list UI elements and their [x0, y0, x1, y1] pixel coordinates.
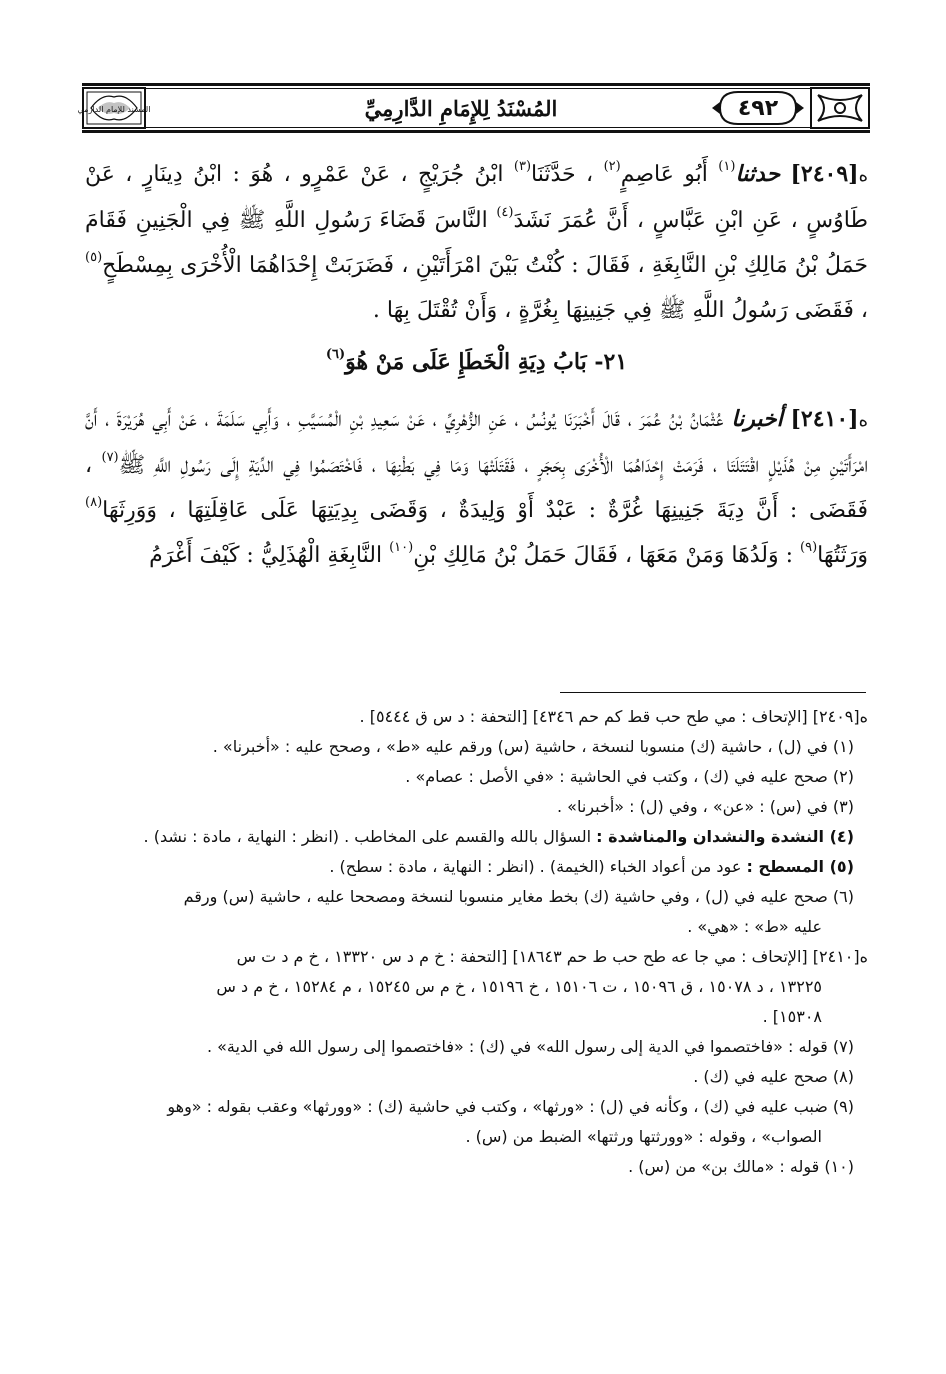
- footnote-2: (٢) صحح عليه في (ك) ، وكتب في الحاشية : «في الأصل : عصام» .: [405, 767, 854, 786]
- page-number: ٤٩٢: [737, 95, 779, 121]
- chapter-heading: [85, 345, 868, 379]
- hadith-2410: [85, 397, 868, 578]
- footnote-5-term: (٥) المسطح :: [746, 857, 854, 876]
- hadith-number-value: ٢٤٠٩: [800, 161, 849, 187]
- emblem-text: المسند للإمام الدارمي: [77, 105, 151, 114]
- footnote-4: [85, 822, 868, 852]
- footnote-9: (٩) ضبب عليه في (ك) ، وكأنه في (ل) : «ورثها» ، وكتب في حاشية (ك) : «وورثها» وعقب بقوله : «وهو: [167, 1097, 854, 1116]
- hadith-number: [٢٤٠٩]: [790, 161, 859, 187]
- footnote-9-cont: الصواب» ، وقوله : «وورثتها ورثتها» الضبط من (س) .: [465, 1127, 822, 1146]
- footnote-10: (١٠) قوله : «مالك بن» من (س) .: [628, 1157, 854, 1176]
- footnote-ref-7: (٧): [101, 450, 119, 465]
- transmission-verb: حدثنا: [735, 161, 781, 187]
- main-text: [85, 152, 868, 578]
- footnote-8: (٨) صحح عليه في (ك) .: [693, 1067, 854, 1086]
- reference-2410-end: ١٥٣٠٨] .: [762, 1007, 822, 1026]
- footnote-4-term: (٤) النشدة والنشدان والمناشدة :: [596, 827, 854, 846]
- footnote-ref-5: (٥): [85, 250, 103, 265]
- hadith-circle-marker: ه: [858, 165, 869, 186]
- reference-2410-cont: ١٣٢٢٥ ، د ١٥٠٧٨ ، ق ١٥٠٩٦ ، ت ١٥١٠٦ ، خ ١٥١٩٦ ، خ م س ١٥٢٤٥ ، م ١٥٢٨٤ ، خ م د س: [216, 977, 822, 996]
- hadith-text: ، حَدَّثَنَا: [531, 162, 594, 187]
- footnote-ref-4: (٤): [496, 205, 514, 220]
- header-rule-top: [82, 83, 870, 86]
- hadith-number-value: ٢٤١٠: [800, 406, 849, 432]
- footnote-3: (٣) في (س) : «عن» ، وفي (ل) : «أخبرنا» .: [557, 797, 854, 816]
- header-rule-bottom: [82, 130, 870, 133]
- chapter-title: بَابُ دِيَةِ الْخَطَإِ عَلَى مَنْ هُوَ: [345, 349, 587, 375]
- hadith-number: [٢٤١٠]: [790, 406, 859, 432]
- footnote-1: (١) في (ل) ، حاشية (ك) منسوبا لنسخة ، حاشية (س) ورقم عليه «ط» ، وصحح عليه : «أخبرنا» .: [212, 737, 854, 756]
- hadith-text: ، فَقَضَى : أَنَّ دِيَةَ جَنِينِهَا غُرَّةٌ : عَبْدٌ أَوْ وَلِيدَةٌ ، وَقَضَى بِدِيَتِهَا عَلَى عَاقِلَتِهَا ، وَوَرِثَهَا: [85, 453, 868, 523]
- hadith-text: عُثْمَانُ بْنُ عُمَرَ ، قَالَ أَخْبَرَنَا يُونُسُ ، عَنِ الزُّهْرِيِّ ، عَنْ سَعِيدِ بْنِ الْمُسَيَّبِ ، وَأَبِي سَلَمَةَ ، عَنْ أَبِي هُرَيْرَةَ ، أَنَّ امْرَأَتَيْنِ مِنْ هُذَيْلٍ اقْتَتَلَتَا ، فَرَمَتْ إِحْدَاهُمَا الْأُخْرَى بِحَجَرٍ ، فَقَتَلَتْهَا وَمَا فِي بَطْنِهَا ، فَاخْتَصَمُوا فِي الدِّيَةِ إِلَى رَسُولِ اللَّهِ ﷺ: [85, 407, 868, 478]
- footnote-ref-6: (٦): [325, 347, 346, 362]
- footnote-5: [85, 852, 868, 882]
- hadith-text: النَّاسَ قَضَاءَ رَسُولِ اللَّهِ ﷺ فِي الْجَنِينِ فَقَامَ حَمَلُ بْنُ مَالِكِ بْنِ النَّابِغَةِ ، فَقَالَ : كُنْتُ بَيْنَ امْرَأَتَيْنِ ، فَضَرَبَتْ إِحْدَاهُمَا الْأُخْرَى بِمِسْطَحٍ: [85, 208, 868, 278]
- emblem-ornament-icon: [77, 87, 151, 129]
- running-header: [77, 83, 870, 133]
- footnote-6: (٦) صحح عليه في (ل) ، وفي حاشية (ك) بخط مغاير منسوبا لنسخة ومصححا عليه ، حاشية (س) ورقم: [183, 887, 854, 906]
- book-title: المُسْنَدُ لِلإِمَامِ الدَّارِمِيِّ: [364, 95, 558, 121]
- chapter-number: ٢١-: [594, 349, 628, 375]
- footnote-ref-10: (١٠): [389, 540, 414, 555]
- footnote-ref-1: (١): [718, 159, 736, 174]
- hadith-circle-marker: ه: [858, 410, 869, 431]
- footnote-ref-3: (٣): [513, 159, 532, 174]
- transmission-verb: أخبرنا: [731, 406, 783, 432]
- hadith-text: أَبُو عَاصِمٍ: [620, 162, 708, 187]
- hadith-2409: [85, 152, 868, 333]
- footnote-ref-2: (٢): [603, 159, 621, 174]
- hadith-text: النَّابِغَةِ الْهُذَلِيُّ : كَيْفَ أَغْرَمُ: [149, 543, 383, 568]
- hadith-text: ، فَقَضَى رَسُولُ اللَّهِ ﷺ فِي جَنِينِهَا بِغُرَّةٍ ، وَأَنْ تُقْتَلَ بِهَا .: [372, 298, 868, 323]
- footnote-5-text: عود من أعواد الخباء (الخيمة) . (انظر : النهاية ، مادة : سطح) .: [329, 857, 747, 876]
- footnote-ref-9: (٩): [800, 540, 818, 555]
- reference-2409: ه[٢٤٠٩] [الإتحاف : مي طح حب قط كم حم ٤٣٤٦] [التحفة : د س ق ٥٤٤٤] .: [359, 707, 868, 726]
- footnote-6-cont: عليه «ط» : «هي» .: [687, 917, 822, 936]
- hadith-text: ابْنُ جُرَيْجٍ ، عَنْ عَمْرٍو ، هُوَ : ابْنُ دِينَارٍ ، عَنْ طَاوُسٍ ، عَنِ ابْنِ عَبَّاسٍ ، أَنَّ عُمَرَ نَشَدَ: [85, 162, 868, 233]
- hadith-text: : وَلَدُهَا وَمَنْ مَعَهَا ، فَقَالَ حَمَلُ بْنُ مَالِكِ بْنِ: [413, 543, 793, 568]
- footnote-7: (٧) قوله : «فاختصموا في الدية إلى رسول الله» في (ك) : «فاختصموا إلى رسول الله في الدية» .: [206, 1037, 854, 1056]
- page-number-box: [710, 88, 806, 128]
- footnote-separator: [560, 692, 866, 693]
- reference-2410: ه[٢٤١٠] [الإتحاف : مي جا عه طح حب ط حم ١٨٦٤٣] [التحفة : خ م د س ١٣٣٢٠ ، خ م د ت س: [236, 947, 868, 966]
- footnote-ref-8: (٨): [85, 495, 103, 510]
- knot-ornament-icon: [810, 87, 870, 129]
- footnotes: [85, 702, 868, 1182]
- footnote-4-text: السؤال بالله والقسم على المخاطب . (انظر : النهاية ، مادة : نشد) .: [143, 827, 597, 846]
- hadith-text: وَرَثَتُهَا: [817, 543, 868, 568]
